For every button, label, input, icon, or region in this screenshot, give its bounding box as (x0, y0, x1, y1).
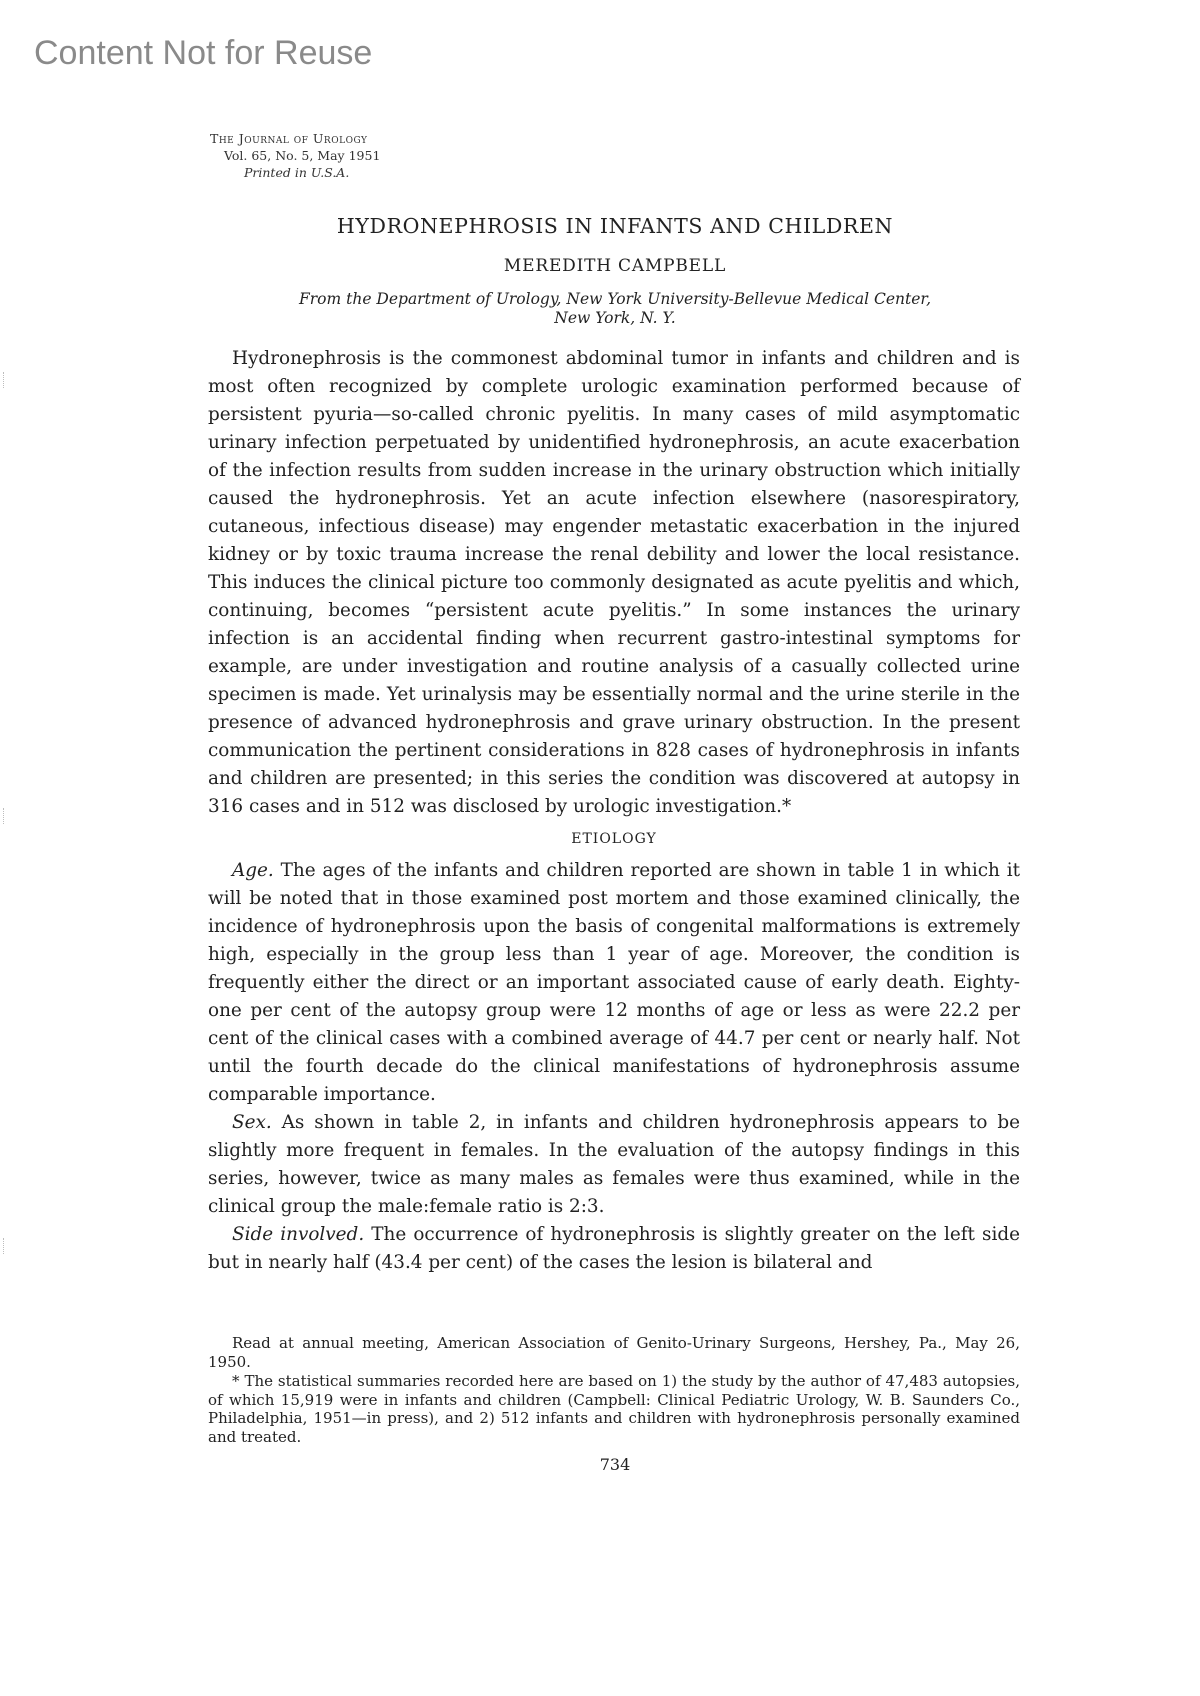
section-heading: ETIOLOGY (571, 831, 657, 847)
affiliation (210, 290, 1020, 328)
footnotes (208, 1334, 1020, 1447)
author: MEREDITH CAMPBELL (503, 256, 727, 276)
affiliation-line-1: From the Department of Urology, New York University-Bellevue Medical Center, (298, 290, 932, 308)
sex-label: Sex. (232, 1112, 272, 1133)
margin-mark (3, 808, 10, 824)
age-paragraph (208, 857, 1020, 1109)
age-label: Age. (232, 860, 274, 881)
footnote-read-at: Read at annual meeting, American Association of Genito-Urinary Surgeons, Hershey, Pa., May 26, 1950. (208, 1334, 1020, 1371)
journal-title: The Journal of Urology (210, 131, 368, 146)
affiliation-line-2: New York, N. Y. (554, 309, 676, 327)
side-text: The occurrence of hydronephrosis is slightly greater on the left side but in nearly half (43.4 per cent) of the cases the lesion is bilateral and (208, 1224, 1020, 1273)
age-text: The ages of the infants and children reported are shown in table 1 in which it will be noted that in those examined post mortem and those examined clinically, the incidence of hydronephrosis upon the basis of congenital malformations is extremely high, especially in the group less than 1 year of age. Moreover, the condition is frequently either the direct or an important associated cause of early death. Eighty-one per cent of the autopsy group were 12 months of age or less as were 22.2 per cent of the clinical cases with a combined average of 44.7 per cent or nearly half. Not until the fourth decade do the clinical manifestations of hydronephrosis assume comparable importance. (208, 860, 1020, 1105)
margin-mark (3, 372, 10, 388)
page-number: 734 (599, 1455, 631, 1474)
article-body (208, 345, 1020, 1277)
sex-text: As shown in table 2, in infants and children hydronephrosis appears to be slightly more frequent in females. In the evaluation of the autopsy findings in this series, however, twice as many males as females were thus examined, while in the clinical group the male:female ratio is 2:3. (208, 1112, 1020, 1217)
side-paragraph (208, 1221, 1020, 1277)
watermark: Content Not for Reuse (34, 34, 373, 72)
article-title: HYDRONEPHROSIS IN INFANTS AND CHILDREN (336, 214, 894, 238)
journal-printed: Printed in U.S.A. (244, 165, 350, 180)
sex-paragraph (208, 1109, 1020, 1221)
side-label: Side involved. (232, 1224, 365, 1245)
intro-paragraph: Hydronephrosis is the commonest abdominal tumor in infants and children and is most often recognized by complete urologic examination performed because of persistent pyuria—so-called chronic pyelitis. In many cases of mild asymptomatic urinary infection perpetuated by unidentified hydronephrosis, an acute exacerbation of the infection results from sudden increase in the urinary obstruction which initially caused the hydronephrosis. Yet an acute infection elsewhere (nasorespiratory, cutaneous, infectious disease) may engender metastatic exacerbation in the injured kidney or by toxic trauma increase the renal debility and lower the local resistance. This induces the clinical picture too commonly designated as acute pyelitis and which, continuing, becomes “persistent acute pyelitis.” In some instances the urinary infection is an accidental finding when recurrent gastro-intestinal symptoms for example, are under investigation and routine analysis of a casually collected urine specimen is made. Yet urinalysis may be essentially normal and the urine sterile in the presence of advanced hydronephrosis and grave urinary obstruction. In the present communication the pertinent considerations in 828 cases of hydronephrosis in infants and children are presented; in this series the condition was discovered at autopsy in 316 cases and in 512 was disclosed by urologic investigation.* (208, 348, 1020, 817)
journal-volume: Vol. 65, No. 5, May 1951 (224, 148, 381, 163)
footnote-statistical: * The statistical summaries recorded here are based on 1) the study by the author of 47,483 autopsies, of which 15,919 were in infants and children (Campbell: Clinical Pediatric Urology, W. B. Saunders Co., Philadelphia, 1951—in press), and 2) 512 infants and children with hydronephrosis personally examined and treated. (208, 1372, 1020, 1446)
margin-mark (3, 1238, 10, 1254)
journal-header (210, 130, 380, 181)
